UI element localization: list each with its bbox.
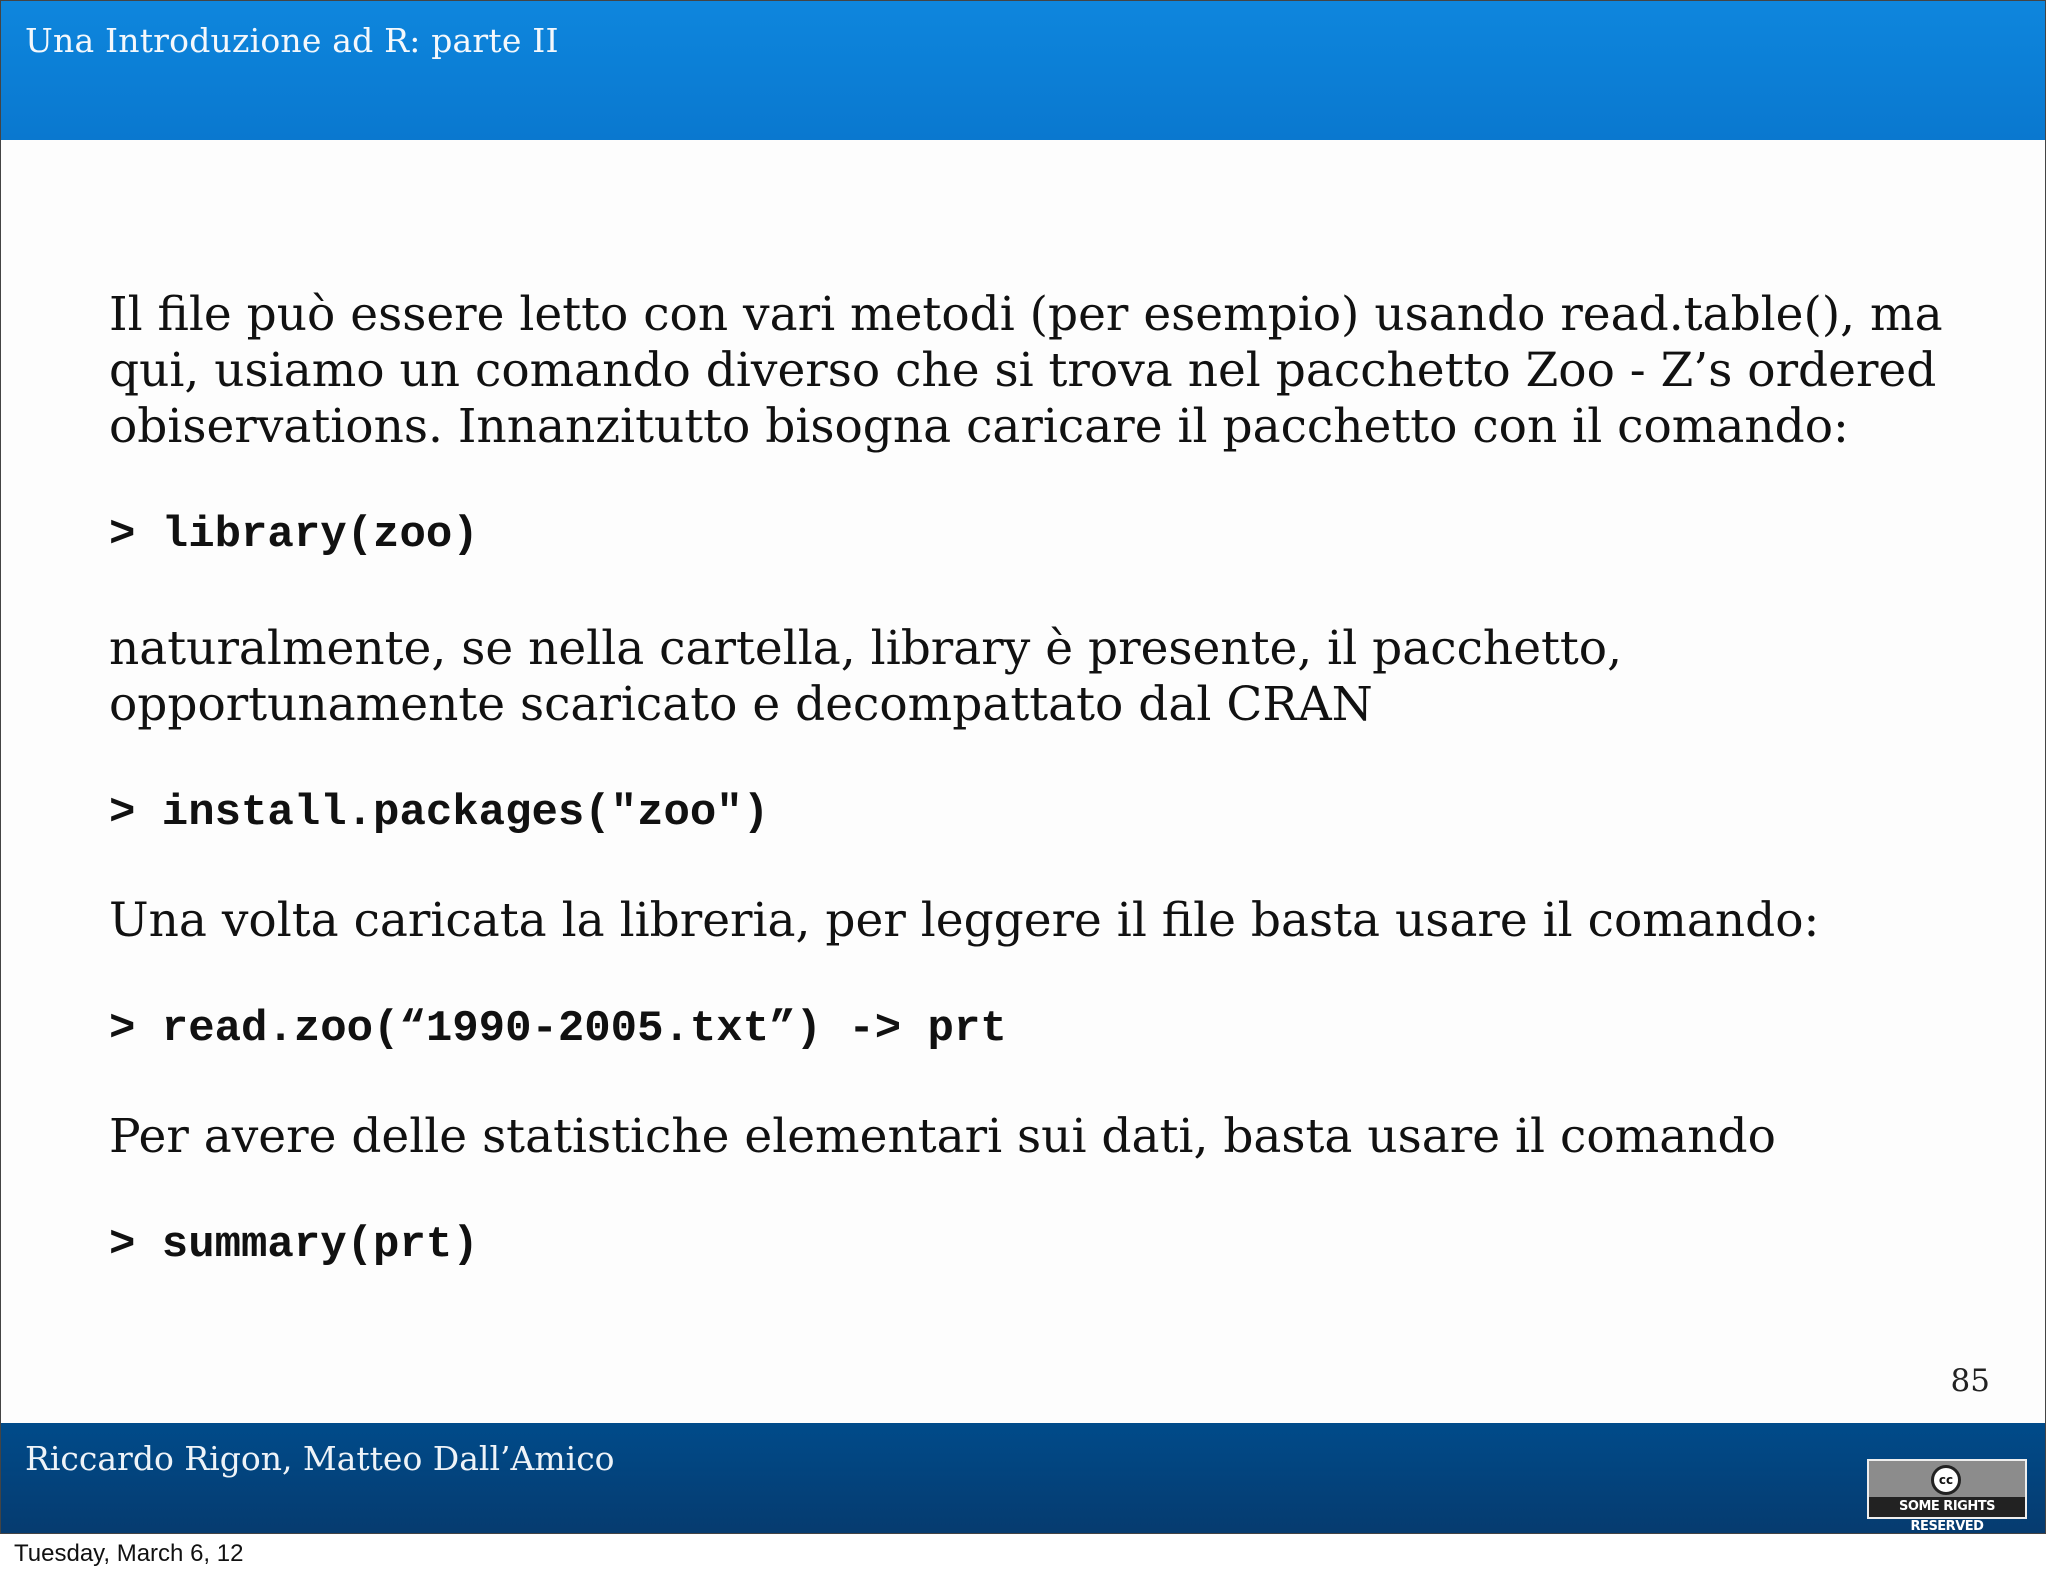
paragraph-line: naturalmente, se nella cartella, library è presente, il pacchetto, <box>109 621 1623 676</box>
paragraph-line: Per avere delle statistiche elementari sui dati, basta usare il comando <box>109 1109 1776 1164</box>
license-text: SOME RIGHTS RESERVED <box>1869 1497 2025 1517</box>
creative-commons-badge <box>1867 1459 2027 1534</box>
page-number: 85 <box>1950 1363 1990 1399</box>
code-read-zoo: > read.zoo(“1990-2005.txt”) -> prt <box>109 1004 1007 1054</box>
paragraph-line: Il file può essere letto con vari metodi (per esempio) usando read.table(), ma <box>109 287 1943 342</box>
paragraph-line: opportunamente scaricato e decompattato dal CRAN <box>109 677 1373 732</box>
code-summary: > summary(prt) <box>109 1220 479 1270</box>
slide-header <box>1 1 2045 140</box>
footer-authors: Riccardo Rigon, Matteo Dall’Amico <box>25 1439 615 1478</box>
header-title: Una Introduzione ad R: parte II <box>25 21 559 60</box>
slide-footer <box>1 1423 2045 1534</box>
paragraph-line: Una volta caricata la libreria, per leggere il file basta usare il comando: <box>109 893 1820 948</box>
date-caption: Tuesday, March 6, 12 <box>14 1540 244 1567</box>
code-library-zoo: > library(zoo) <box>109 510 479 560</box>
code-install-packages: > install.packages("zoo") <box>109 788 770 838</box>
creative-commons-icon: cc <box>1931 1465 1961 1495</box>
paragraph-line: obiservations. Innanzitutto bisogna caricare il pacchetto con il comando: <box>109 399 1849 454</box>
slide-content <box>109 287 1969 1273</box>
paragraph-line: qui, usiamo un comando diverso che si trova nel pacchetto Zoo - Z’s ordered <box>109 343 1937 398</box>
